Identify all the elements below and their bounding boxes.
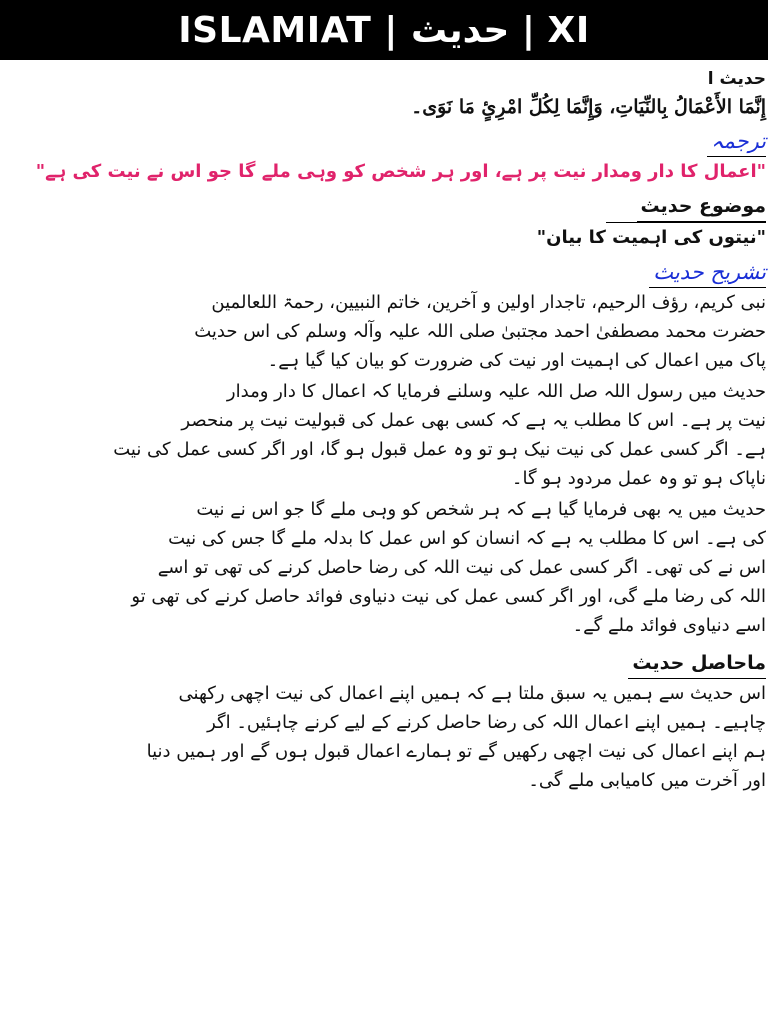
paragraph-line: نبی کریم، رؤف الرحیم، تاجدار اولین و آخرین، خاتم النبیین، رحمۃ اللعالمین <box>211 292 766 313</box>
hadith-number: حدیث ا <box>707 69 766 89</box>
conclusion-heading: ماحاصل حدیث <box>628 648 766 679</box>
page-title: ISLAMIAT | حدیث | XI <box>178 9 590 51</box>
arabic-hadith-text: إِنَّمَا الأَعْمَالُ بِالنِّيَاتِ، وَإِنَّمَا لِكُلِّ امْرِئٍ مَا نَوَى۔ <box>411 96 766 118</box>
topic-heading: موضوع حدیث <box>637 191 766 222</box>
paragraph-line: اس حدیث سے ہمیں یہ سبق ملتا ہے کہ ہمیں اپنے اعمال کی نیت اچھی رکھنی <box>178 683 766 704</box>
translation-heading: ترجمہ <box>707 126 766 157</box>
paragraph-line: ہم اپنے اعمال کی نیت اچھی رکھیں گے تو ہمارے اعمال قبول ہوں گے اور ہمیں دنیا <box>146 741 766 762</box>
paragraph-line: چاہیے۔ ہمیں اپنے اعمال اللہ کی رضا حاصل کرنے کے لیے کرنے چاہئیں۔ اگر <box>207 712 766 733</box>
paragraph-line: ہے۔ اگر کسی عمل کی نیت نیک ہو تو وہ عمل قبول ہو گا، اور اگر کسی عمل کی نیت <box>113 439 766 460</box>
paragraph-line: حدیث میں رسول اللہ صل اللہ علیہ وسلنے فرمایا کہ اعمال کا دار ومدار <box>226 381 766 402</box>
conclusion-paragraph <box>36 679 766 795</box>
translation-text: "اعمال کا دار ومدار نیت پر ہے، اور ہر شخص کو وہی ملے گا جو اس نے نیت کی ہے" <box>35 161 766 182</box>
paragraph-line: اسے دنیاوی فوائد ملے گے۔ <box>572 615 766 636</box>
explanation-heading: تشریح حدیث <box>649 257 766 288</box>
paragraph-line: اور آخرت میں کامیابی ملے گی۔ <box>528 770 766 791</box>
paragraph-line: پاک میں اعمال کی اہمیت اور نیت کی ضرورت کو بیان کیا گیا ہے۔ <box>267 350 766 371</box>
explanation-paragraph-3 <box>36 495 766 640</box>
hadith-content <box>36 66 766 797</box>
title-bar <box>0 0 768 60</box>
paragraph-line: ناپاک ہو تو وہ عمل مردود ہو گا۔ <box>511 468 766 489</box>
explanation-paragraph-2 <box>36 377 766 493</box>
paragraph-line: حضرت محمد مصطفیٰ احمد مجتبیٰ صلی اللہ علیہ وآلہ وسلم کی اس حدیث <box>194 321 766 342</box>
paragraph-line: حدیث میں یہ بھی فرمایا گیا ہے کہ ہر شخص کو وہی ملے گا جو اس نے نیت <box>196 499 766 520</box>
paragraph-line: نیت پر ہے۔ اس کا مطلب یہ ہے کہ کسی بھی عمل کی قبولیت نیت پر منحصر <box>181 410 766 431</box>
paragraph-line: کی ہے۔ اس کا مطلب یہ ہے کہ انسان کو اس عمل کا بدلہ ملے گا جس کی نیت <box>168 528 766 549</box>
explanation-paragraph-1 <box>36 288 766 375</box>
paragraph-line: اس نے کی تھی۔ اگر کسی عمل کی نیت اللہ کی رضا حاصل کرنے کی تھی تو اسے <box>157 557 766 578</box>
paragraph-line: اللہ کی رضا ملے گی، اور اگر کسی عمل کی نیت دنیاوی فوائد حاصل کرنے کی تھی تو <box>131 586 766 607</box>
topic-text: "نیتوں کی اہمیت کا بیان" <box>536 227 766 248</box>
